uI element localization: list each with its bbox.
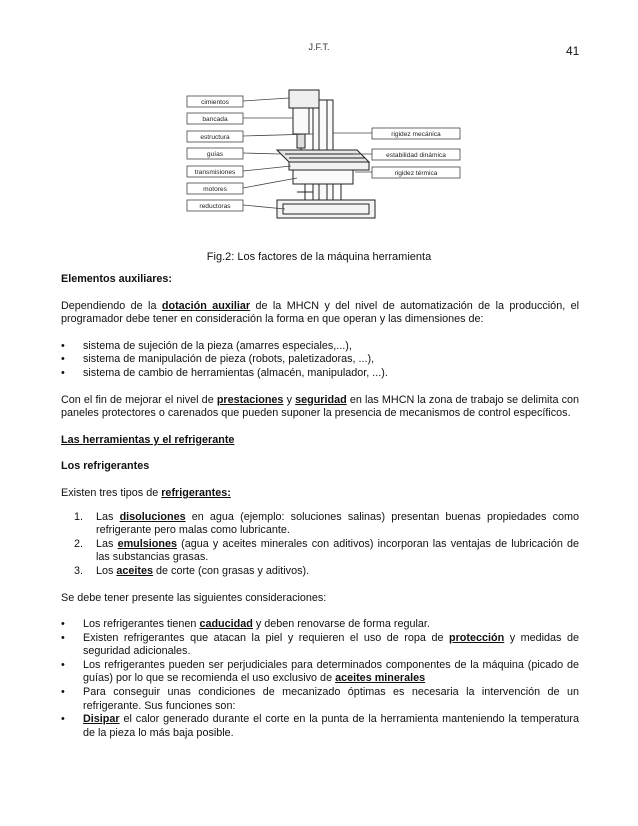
keyword-disipar: Disipar bbox=[83, 713, 120, 726]
keyword-seguridad: seguridad bbox=[295, 393, 347, 406]
aux-paragraph-1: Dependiendo de la dotación auxiliar de la MHCN y del nivel de automatización de la producción, el bbox=[61, 299, 580, 312]
list-item: • Los refrigerantes tienen caducidad y deben renovarse de forma regular. bbox=[61, 618, 430, 631]
keyword-disoluciones: disoluciones bbox=[119, 510, 186, 523]
aux-title: Elementos auxiliares: bbox=[61, 273, 173, 285]
keyword-emulsiones: emulsiones bbox=[117, 537, 177, 550]
label-reductoras: reductoras bbox=[199, 203, 231, 211]
header-title: J.F.T. bbox=[308, 42, 330, 52]
label-motores: motores bbox=[203, 186, 227, 194]
keyword-refrigerantes: refrigerantes: bbox=[161, 486, 231, 499]
section-title: Las herramientas y el refrigerante bbox=[61, 433, 235, 446]
list-item: • sistema de manipulación de pieza (robots, paletizadoras, ...), bbox=[61, 353, 375, 366]
page-number: 41 bbox=[566, 44, 580, 58]
label-bancada: bancada bbox=[202, 116, 228, 124]
label-cimientos: cimientos bbox=[201, 99, 229, 107]
keyword-caducidad: caducidad bbox=[199, 618, 253, 631]
keyword-proteccion: protección bbox=[448, 631, 505, 644]
keyword-aceites: aceites bbox=[116, 564, 154, 577]
label-transmisiones: transmisiones bbox=[194, 169, 236, 177]
figure-caption: Fig.2: Los factores de la máquina herramienta bbox=[206, 251, 432, 263]
list-item: 1. Las disoluciones en agua (ejemplo: soluciones salinas) presentan buenas propiedades como refrigerante pero malas como lubricante. bbox=[74, 510, 579, 537]
list-item: • Los refrigerantes pueden ser perjudiciales para determinados componentes de la máquina (picado de guías) por lo que se recomienda el uso exclusivo de aceites minerales bbox=[61, 658, 579, 685]
aux-paragraph-2: Con el fin de mejorar el nivel de prestaciones y seguridad en las MHCN la zona de trabajo se delimita con paneles protectores o carenados que pueden suponer la presencia de mecanismos de control específicos. bbox=[61, 393, 579, 420]
list-item: • Para conseguir unas condiciones de mecanizado óptimas es necesaria la intervención de un refrigerante. Sus funciones son: bbox=[61, 686, 579, 712]
machine-tool-diagram bbox=[185, 88, 465, 223]
label-estructura: estructura bbox=[200, 134, 230, 142]
list-item: 2. Las emulsiones (agua y aceites minerales con aditivos) incorporan las ventajas de lubricación de las substancias grasas. bbox=[74, 537, 579, 564]
keyword-aceites-minerales: aceites minerales bbox=[335, 672, 426, 685]
list-item: • sistema de sujeción de la pieza (amarres especiales,...), bbox=[61, 339, 352, 352]
list-item: • Disipar el calor generado durante el corte en la punta de la herramienta manteniendo la temperatura de la pieza lo más baja posible. bbox=[61, 713, 579, 739]
keyword-prestaciones: prestaciones bbox=[216, 393, 284, 406]
list-item: • Existen refrigerantes que atacan la piel y requieren el uso de ropa de protección y medidas de seguridad adicionales. bbox=[61, 631, 579, 658]
list-item: • sistema de cambio de herramientas (almacén, manipulador, ...). bbox=[61, 366, 388, 379]
label-rigidez-termica: rigidez térmica bbox=[394, 170, 438, 178]
label-estabilidad-dinamica: estabilidad dinámica bbox=[386, 152, 446, 160]
considerations-intro: Se debe tener presente las siguientes consideraciones: bbox=[61, 591, 327, 604]
document-body bbox=[61, 273, 579, 740]
label-guias: guías bbox=[206, 151, 224, 159]
label-rigidez-mecanica: rigidez mecánica bbox=[391, 131, 441, 139]
list-item: 3. Los aceites de corte (con grasas y aditivos). bbox=[74, 564, 310, 577]
coolant-intro: Existen tres tipos de refrigerantes: bbox=[61, 486, 231, 499]
aux-paragraph-1-cont: programador debe tener en consideración la forma en que operan y las dimensiones de: bbox=[61, 313, 484, 326]
subsection-title: Los refrigerantes bbox=[61, 460, 150, 473]
keyword-dotacion-auxiliar: dotación auxiliar bbox=[161, 299, 251, 312]
